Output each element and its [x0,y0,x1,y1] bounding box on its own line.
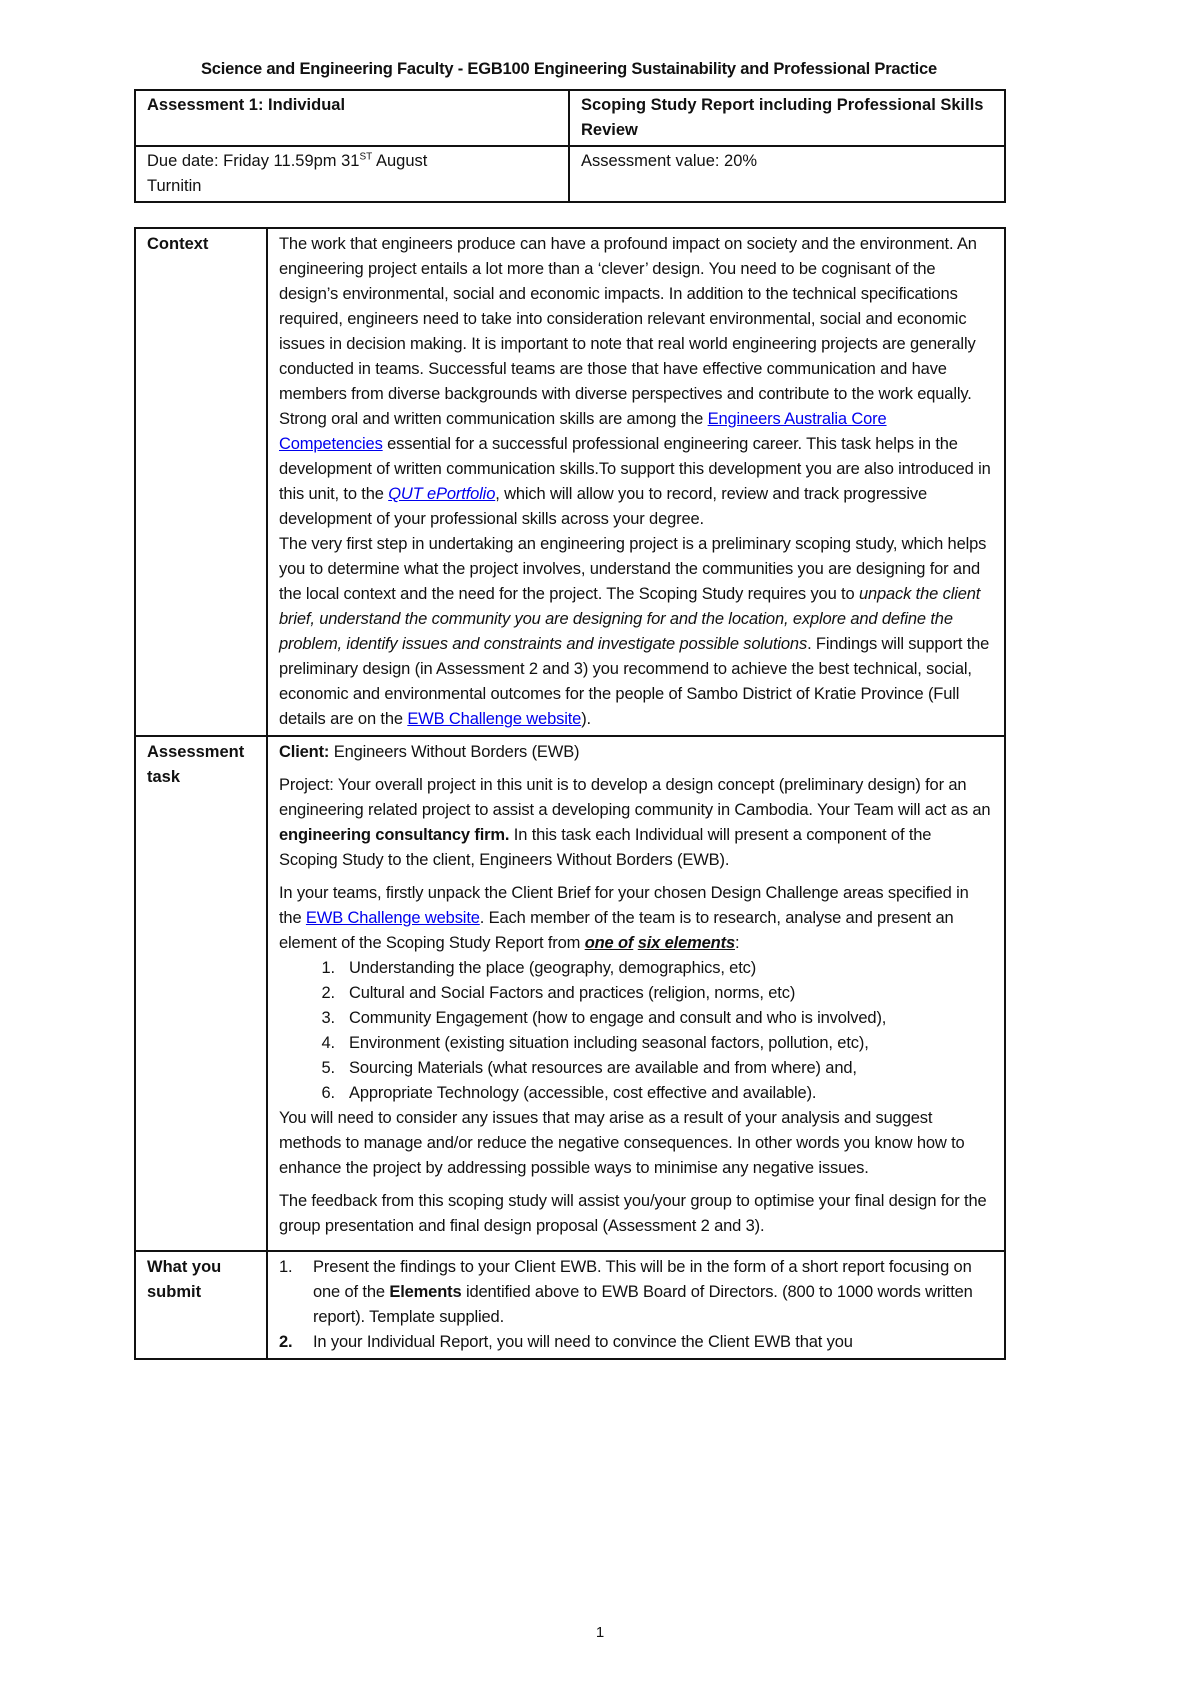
element-item: 6. Appropriate Technology (accessible, cost effective and available). [321,1084,817,1102]
task-row [135,736,1005,1251]
submit-list [279,1255,993,1355]
assessment-label-cell [135,90,569,146]
report-title-cell [569,90,1005,146]
task-content [267,736,1005,1251]
submission-method: Turnitin [147,177,202,195]
issues-paragraph: You will need to consider any issues that may arise as a result of your analysis and suggest methods to manage and/or reduce the negative consequences. In other words you know how to enhance the project by addressing possible ways to minimise any negative issues. [279,1109,965,1177]
assessment-details-table [134,227,1006,1360]
assessment-value-cell [569,146,1005,202]
assessment-meta-table [134,89,1006,203]
assessment-label: Assessment 1: Individual [147,96,346,114]
assessment-value: Assessment value: 20% [581,152,758,170]
context-label: Context [135,228,267,736]
due-date: Due date: Friday 11.59pm 31ST August [147,151,428,170]
elements-list [279,956,993,1106]
project-paragraph: Project: Your overall project in this unit is to develop a design concept (preliminary design) for an engineering related project to assist a developing community in Cambodia. Your Team will act as an engineering consultancy firm. In this task each Individual will present a component of the Scoping Study to the client, Engineers Without Borders (EWB). [279,776,991,869]
qut-eportfolio-link[interactable]: QUT ePortfolio [388,485,496,503]
context-paragraph-1: The work that engineers produce can have a profound impact on society and the environment. An engineering project entails a lot more than a ‘clever’ design. You need to be cognisant of the design’s environmental, social and economic impacts. In addition to the technical specifications required, engineers need to take into consideration relevant environmental, social and economic issues in decision making. It is important to note that real world engineering projects are generally conducted in teams. Successful teams are those that have effective communication and have members from diverse backgrounds with diverse perspectives and contribute to the work equally. Strong oral and written communication skills are among the Engineers Australia Core Competencies essential for a successful professional engineering career. This task helps in the development of written communication skills.To support this development you are also introduced in this unit, to the QUT ePortfolio, which will allow you to record, review and track progressive development of your professional skills across your degree. [279,235,991,528]
submit-item: 2. In your Individual Report, you will need to convince the Client EWB that you [279,1333,853,1351]
context-row [135,228,1005,736]
page-header-title: Science and Engineering Faculty - EGB100 Engineering Sustainability and Professional Practice [200,60,938,78]
context-paragraph-2: The very first step in undertaking an engineering project is a preliminary scoping study, which helps you to determine what the project involves, understand the communities you are designing for and the local context and the need for the project. The Scoping Study requires you to unpack the client brief, understand the community you are designing for and the location, explore and define the problem, identify issues and constraints and investigate possible solutions. Findings will support the preliminary design (in Assessment 2 and 3) you recommend to achieve the best technical, social, economic and environmental outcomes for the people of Sambo District of Kratie Province (Full details are on the EWB Challenge website). [279,535,990,728]
page-number: 1 [595,1624,605,1641]
task-label: Assessment task [135,736,267,1251]
submit-label: What you submit [135,1251,267,1359]
element-item: 5. Sourcing Materials (what resources are available and from where) and, [321,1059,857,1077]
client-line: Client: Engineers Without Borders (EWB) [279,743,580,761]
engineers-australia-link[interactable]: Engineers Australia Core Competencies [279,410,887,453]
submit-item: 1. Present the findings to your Client EWB. This will be in the form of a short report focusing on one of the Elements identified above to EWB Board of Directors. (800 to 1000 words written report). Template supplied. [279,1258,973,1326]
element-item: 2. Cultural and Social Factors and practices (religion, norms, etc) [321,984,796,1002]
ewb-challenge-link-2[interactable]: EWB Challenge website [305,909,480,927]
teams-paragraph: In your teams, firstly unpack the Client Brief for your chosen Design Challenge areas specified in the EWB Challenge website. Each member of the team is to research, analyse and present an element of the Scoping Study Report from one of six elements: [279,884,969,952]
context-content [267,228,1005,736]
submit-row [135,1251,1005,1359]
element-item: 1. Understanding the place (geography, demographics, etc) [321,959,757,977]
element-item: 3. Community Engagement (how to engage and consult and who is involved), [321,1009,887,1027]
due-date-cell [135,146,569,202]
report-title: Scoping Study Report including Professional Skills Review [581,96,984,139]
feedback-paragraph: The feedback from this scoping study will assist you/your group to optimise your final design for the group presentation and final design proposal (Assessment 2 and 3). [279,1192,987,1235]
ewb-challenge-link[interactable]: EWB Challenge website [407,710,582,728]
submit-content [267,1251,1005,1359]
element-item: 4. Environment (existing situation including seasonal factors, pollution, etc), [321,1034,869,1052]
